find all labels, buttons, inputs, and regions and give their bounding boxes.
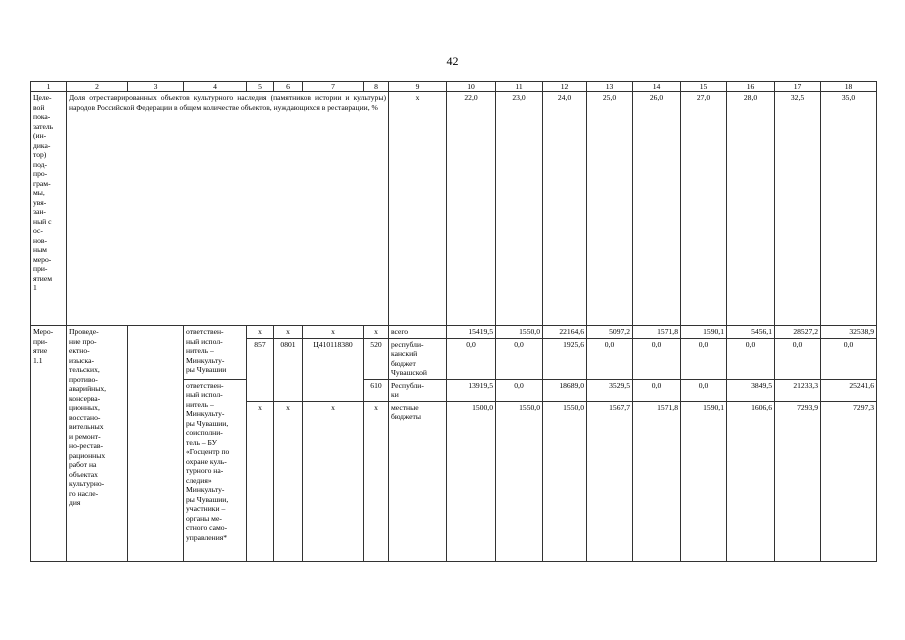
- column-number: 2: [67, 82, 128, 92]
- column-number: 4: [184, 82, 247, 92]
- amount-cell: 1606,6: [727, 401, 775, 561]
- funding-source: всего: [389, 326, 447, 338]
- indicator-value: 24,0: [543, 92, 587, 326]
- amount-cell: 1550,0: [543, 401, 587, 561]
- column-number: 9: [389, 82, 447, 92]
- indicator-value: 26,0: [633, 92, 681, 326]
- amount-cell: 18689,0: [543, 379, 587, 401]
- code-cell: 520: [364, 338, 389, 379]
- column-number: 3: [128, 82, 184, 92]
- column-number: 7: [303, 82, 364, 92]
- amount-cell: 1571,8: [633, 326, 681, 338]
- amount-cell: 1500,0: [447, 401, 496, 561]
- amount-cell: 21233,3: [775, 379, 821, 401]
- amount-cell: 1567,7: [587, 401, 633, 561]
- code-cell: х: [247, 401, 274, 561]
- amount-cell: 15419,5: [447, 326, 496, 338]
- indicator-value: 22,0: [447, 92, 496, 326]
- amount-cell: 25241,6: [821, 379, 877, 401]
- column-number: 16: [727, 82, 775, 92]
- amount-cell: 22164,6: [543, 326, 587, 338]
- amount-cell: 28527,2: [775, 326, 821, 338]
- program-table: [30, 81, 877, 562]
- code-cell: х: [364, 326, 389, 338]
- column-number: 8: [364, 82, 389, 92]
- column-number: 10: [447, 82, 496, 92]
- funding-source: Республи- ки: [389, 379, 447, 401]
- amount-cell: 1590,1: [681, 401, 727, 561]
- funding-source: местные бюджеты: [389, 401, 447, 561]
- column-number: 17: [775, 82, 821, 92]
- indicator-value: 23,0: [496, 92, 543, 326]
- amount-cell: 0,0: [587, 338, 633, 379]
- indicator-description: Доля отреставрированных объектов культурного наследия (памятников истории и культуры) народов Российской Федерации в общем количестве объектов, нуждающихся в реставрации, %: [67, 92, 389, 326]
- column-number: 15: [681, 82, 727, 92]
- code-cell: х: [303, 326, 364, 338]
- indicator-value: 28,0: [727, 92, 775, 326]
- executor-cell: ответствен- ный испол- нитель – Минкульту- ры Чувашии, соисполни- тель – БУ «Госцентр по охране куль- турного на- следия» Минкульту- ры Чувашии, участники – органы ме- стного само- управления*: [184, 379, 247, 561]
- amount-cell: 5456,1: [727, 326, 775, 338]
- amount-cell: 0,0: [821, 338, 877, 379]
- amount-cell: 0,0: [496, 338, 543, 379]
- column-number: 18: [821, 82, 877, 92]
- indicator-row: [31, 92, 877, 326]
- amount-cell: 1550,0: [496, 401, 543, 561]
- code-cell: х: [274, 326, 303, 338]
- column-number-row: [31, 82, 877, 92]
- indicator-source: х: [389, 92, 447, 326]
- amount-cell: 7297,3: [821, 401, 877, 561]
- column-number: 11: [496, 82, 543, 92]
- amount-cell: 5097,2: [587, 326, 633, 338]
- amount-cell: 0,0: [633, 379, 681, 401]
- amount-cell: 0,0: [633, 338, 681, 379]
- code-cell: х: [303, 401, 364, 561]
- code-cell: 610: [364, 379, 389, 401]
- measure-label: Меро- при- ятие 1.1: [31, 326, 67, 561]
- amount-cell: 0,0: [447, 338, 496, 379]
- funding-source: республи- канский бюджет Чувашской: [389, 338, 447, 379]
- indicator-label: Целе- вой пока- затель (ин- дика- тор) под- про- грам- мы, увя- зан- ный с ос- нов- ным меро- при- ятием 1: [31, 92, 67, 326]
- measure-name: Проведе- ние про- ектно- изыска- тельских, противо- аварийных, консерва- ционных, восстано- вительных и ремонт- но-рестав- рационных работ на объектах культурно- го насле- дия: [67, 326, 128, 561]
- indicator-value: 32,5: [775, 92, 821, 326]
- page-number: 42: [446, 54, 459, 68]
- code-cell: 857: [247, 338, 274, 401]
- indicator-value: 25,0: [587, 92, 633, 326]
- amount-cell: 0,0: [727, 338, 775, 379]
- indicator-value: 35,0: [821, 92, 877, 326]
- amount-cell: 0,0: [681, 338, 727, 379]
- column-number: 1: [31, 82, 67, 92]
- column-number: 6: [274, 82, 303, 92]
- amount-cell: 1925,6: [543, 338, 587, 379]
- amount-cell: 1550,0: [496, 326, 543, 338]
- executor-cell: ответствен- ный испол- нитель – Минкульту- ры Чувашии: [184, 326, 247, 379]
- amount-cell: 0,0: [496, 379, 543, 401]
- amount-cell: 7293,9: [775, 401, 821, 561]
- amount-cell: 0,0: [775, 338, 821, 379]
- indicator-value: 27,0: [681, 92, 727, 326]
- column-number: 12: [543, 82, 587, 92]
- code-cell: Ц410118380: [303, 338, 364, 401]
- amount-cell: 32538,9: [821, 326, 877, 338]
- amount-cell: 1571,8: [633, 401, 681, 561]
- measure-row-total: [31, 326, 877, 338]
- amount-cell: 0,0: [681, 379, 727, 401]
- amount-cell: 1590,1: [681, 326, 727, 338]
- column-number: 5: [247, 82, 274, 92]
- code-cell: х: [247, 326, 274, 338]
- empty-cell: [128, 326, 184, 561]
- amount-cell: 3529,5: [587, 379, 633, 401]
- column-number: 14: [633, 82, 681, 92]
- amount-cell: 13919,5: [447, 379, 496, 401]
- code-cell: х: [274, 401, 303, 561]
- column-number: 13: [587, 82, 633, 92]
- code-cell: х: [364, 401, 389, 561]
- code-cell: 0801: [274, 338, 303, 401]
- amount-cell: 3849,5: [727, 379, 775, 401]
